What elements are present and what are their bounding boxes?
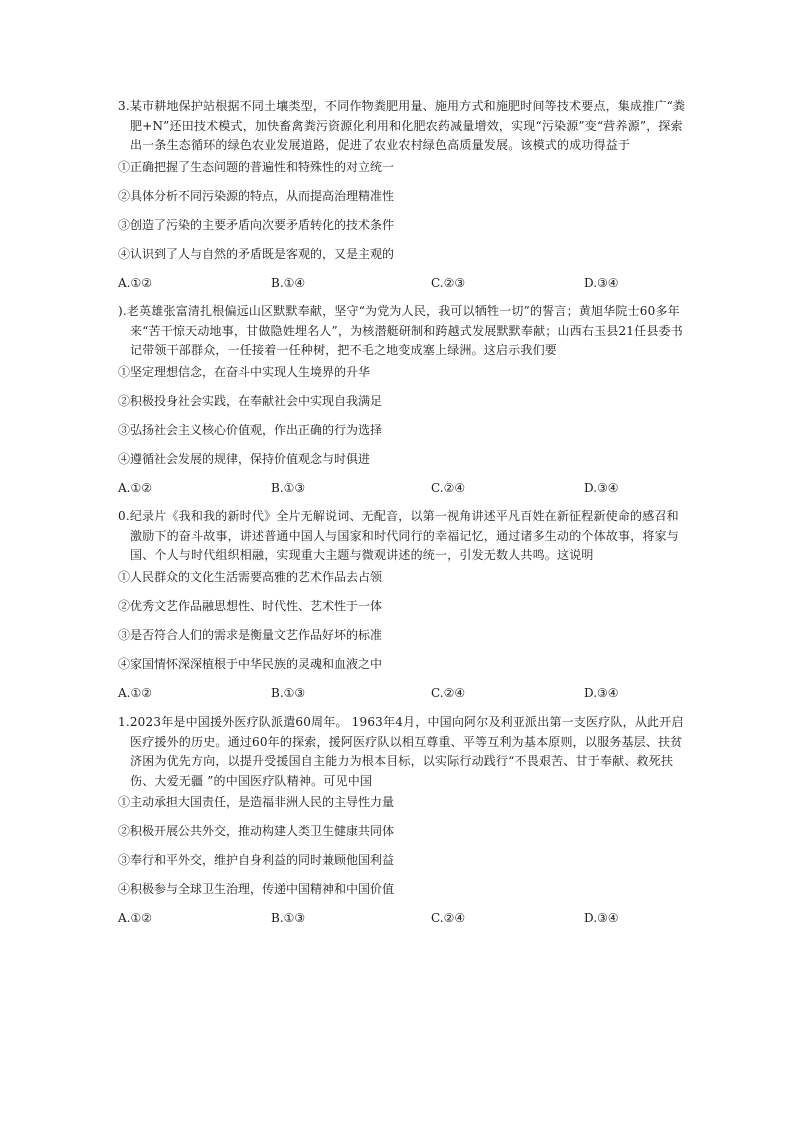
choice-c[interactable]: C.②④ (431, 685, 466, 700)
choice-d[interactable]: D.③④ (584, 911, 619, 925)
option-4: ④遵循社会发展的规律，保持价值观念与时俱进 (118, 451, 371, 466)
option-4: ④认识到了人与自然的矛盾既是客观的，又是主观的 (118, 246, 395, 261)
choice-b[interactable]: B.①④ (271, 275, 306, 290)
option-2: ②积极投身社会实践，在奉献社会中实现自我满足 (118, 393, 383, 408)
choice-c[interactable]: C.②④ (431, 911, 466, 925)
choice-a[interactable]: A.①② (118, 480, 152, 495)
option-4: ④积极参与全球卫生治理，传递中国精神和中国价值 (118, 882, 395, 896)
option-1: ①坚定理想信念，在奋斗中实现人生境界的升华 (118, 364, 371, 379)
option-4: ④家国情怀深深植根于中华民族的灵魂和血液之中 (118, 656, 383, 671)
choice-a[interactable]: A.①② (118, 275, 152, 290)
question-block (118, 713, 688, 928)
option-3: ③奉行和平外交，维护自身利益的同时兼顾他国利益 (118, 853, 395, 867)
answer-choices (118, 274, 688, 293)
option-1: ①人民群众的文化生活需要高雅的艺术作品去占领 (118, 569, 383, 584)
option-2: ②优秀文艺作品融思想性、时代性、艺术性于一体 (118, 598, 383, 613)
option-3: ③是否符合人们的需求是衡量文艺作品好坏的标准 (118, 627, 383, 642)
choice-d[interactable]: D.③④ (584, 480, 619, 495)
choice-b[interactable]: B.①③ (271, 685, 306, 700)
question-block (118, 302, 688, 498)
option-3: ③创造了污染的主要矛盾向次要矛盾转化的技术条件 (118, 217, 395, 232)
question-block (118, 97, 688, 293)
choice-d[interactable]: D.③④ (584, 275, 619, 290)
choice-b[interactable]: B.①③ (271, 911, 306, 925)
answer-choices (118, 909, 688, 928)
choice-d[interactable]: D.③④ (584, 685, 619, 700)
option-1: ①正确把握了生态问题的普遍性和特殊性的对立统一 (118, 159, 395, 174)
question-stem: ).老英雄张富清扎根偏远山区默默奉献，坚守“为党为人民，我可以牺牲一切”的誓言；黄旭华院士60多年来“苦干惊天动地事，甘做隐姓埋名人”，为核潜艇研制和跨越式发展默默奉献；山西右玉县21任县委书记带领干部群众，一任接着一任种树，把不毛之地变成塞上绿洲。这启示我们要 (118, 304, 683, 357)
choice-a[interactable]: A.①② (118, 911, 152, 925)
option-2: ②积极开展公共外交，推动构建人类卫生健康共同体 (118, 824, 395, 838)
question-stem: 1.2023年是中国援外医疗队派遣60周年。 1963年4月，中国向阿尔及利亚派出第一支医疗队，从此开启医疗援外的历史。通过60年的探索，援阿医疗队以相互尊重、平等互利为基本原则，以服务基层、扶贫济困为优先方向，以提升受援国自主能力为根本目标，以实际行动践行“不畏艰苦、甘于奉献、救死扶伤、大爱无疆 ”的中国医疗队精神。可见中国 (118, 715, 684, 788)
answer-choices (118, 479, 688, 498)
choice-a[interactable]: A.①② (118, 685, 152, 700)
question-stem: 3.某市耕地保护站根据不同土壤类型，不同作物粪肥用量、施用方式和施肥时间等技术要点，集成推广“粪肥+N”还田技术模式，加快畜禽粪污资源化利用和化肥农药减量增效，实现“污染源”变“营养源”，探索出一条生态循环的绿色农业发展道路，促进了农业农村绿色高质量发展。该模式的成功得益于 (118, 99, 686, 152)
option-1: ①主动承担大国责任，是造福非洲人民的主导性力量 (118, 795, 395, 809)
answer-choices (118, 684, 688, 703)
option-2: ②具体分析不同污染源的特点，从而提高治理精准性 (118, 188, 395, 203)
option-3: ③弘扬社会主义核心价值观，作出正确的行为选择 (118, 422, 383, 437)
choice-b[interactable]: B.①③ (271, 480, 306, 495)
choice-c[interactable]: C.②④ (431, 480, 466, 495)
question-stem: 0.纪录片《我和我的新时代》全片无解说词、无配音，以第一视角讲述平凡百姓在新征程新使命的感召和激励下的奋斗故事，讲述普通中国人与国家和时代同行的幸福记忆，通过诸多生动的个体故事，将家与国、个人与时代组织相融，实现重大主题与微观讲述的统一，引发无数人共鸣。这说明 (118, 509, 680, 562)
question-block (118, 507, 688, 703)
choice-c[interactable]: C.②③ (431, 275, 466, 290)
